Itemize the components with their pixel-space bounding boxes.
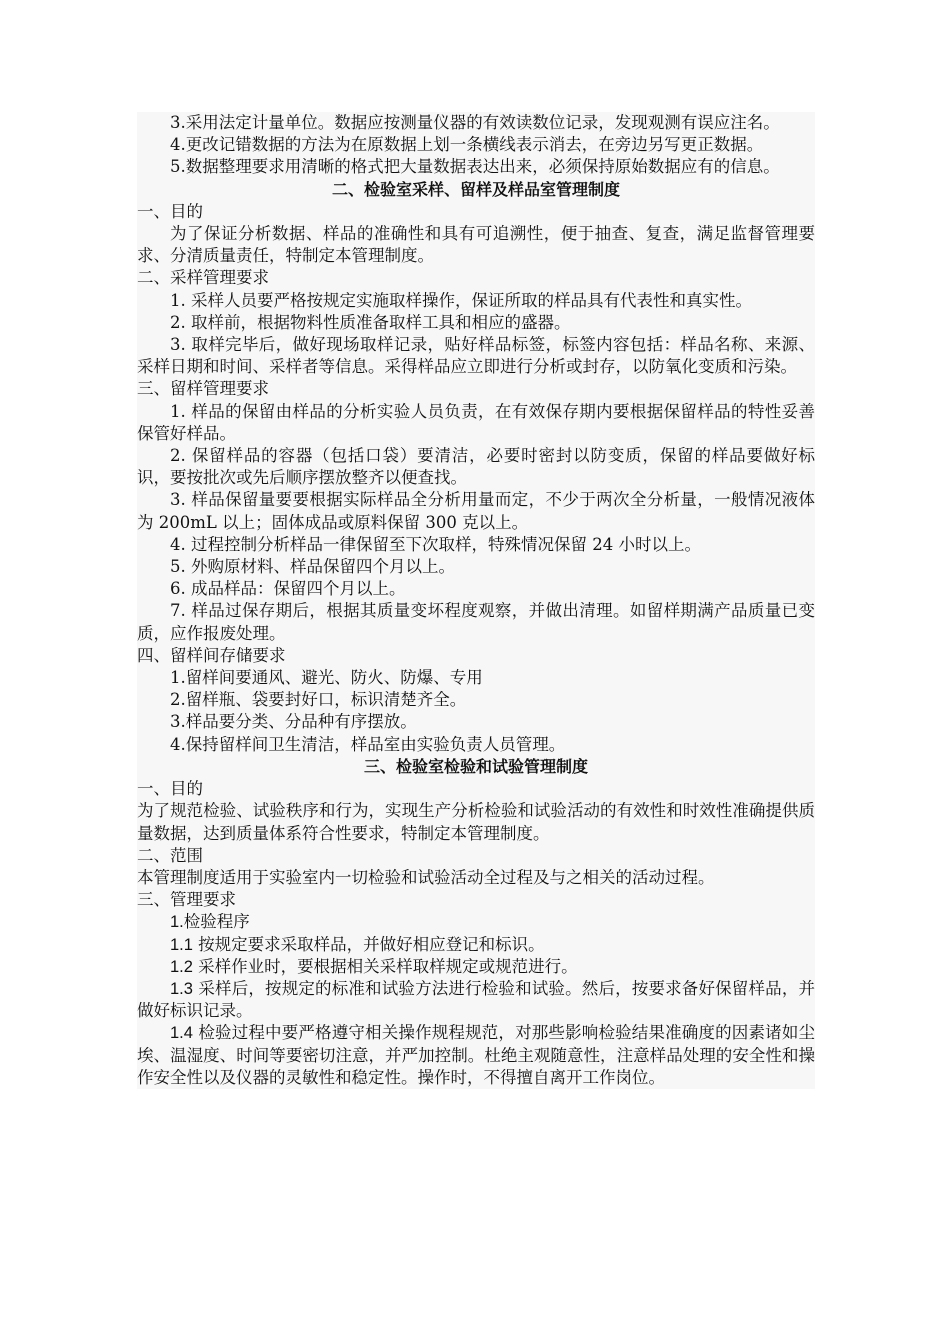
list-item: 4.保持留样间卫生清洁，样品室由实验负责人员管理。 — [170, 734, 566, 754]
subsection-label: 三、管理要求 — [137, 890, 236, 910]
item-text: 检验过程中要严格遵守相关操作规程规范，对那些影响检验结果准确度的因素诸如尘埃、温湿度、时间等要密切注意，并严加控制。杜绝主观随意性，注意样品处理的安全性和操作安全性以及仪器的灵敏性和稳定性。操作时，不得擅自离开工作岗位。 — [137, 1023, 815, 1087]
list-item: 2. 取样前，根据物料性质准备取样工具和相应的盛器。 — [170, 312, 571, 332]
section-title: 二、检验室采样、留样及样品室管理制度 — [331, 179, 620, 199]
procedure-title — [137, 911, 815, 933]
list-item — [137, 978, 815, 1022]
list-item: 1. 样品的保留由样品的分析实验人员负责，在有效保存期内要根据保留样品的特性妥善保管好样品。 — [137, 401, 815, 443]
subsection-label: 二、范围 — [137, 845, 203, 865]
procedure-title-text: 检验程序 — [183, 912, 250, 932]
list-item — [137, 1022, 815, 1089]
list-item: 4. 过程控制分析样品一律保留至下次取样，特殊情况保留 24 小时以上。 — [170, 534, 701, 554]
item-number: 1.1 — [170, 935, 193, 954]
paragraph: 4.更改记错数据的方法为在原数据上划一条横线表示消去，在旁边另写更正数据。 — [170, 135, 764, 155]
list-item: 6. 成品样品：保留四个月以上。 — [170, 579, 406, 599]
paragraph: 5.数据整理要求用清晰的格式把大量数据表达出来，必须保持原始数据应有的信息。 — [170, 157, 780, 177]
paragraph: 3.采用法定计量单位。数据应按测量仪器的有效读数位记录，发现观测有误应注名。 — [170, 113, 780, 132]
paragraph: 为了规范检验、试验秩序和行为，实现生产分析检验和试验活动的有效性和时效性准确提供质量数据，达到质量体系符合性要求，特制定本管理制度。 — [137, 801, 815, 843]
document-page — [137, 112, 815, 1089]
subsection-label: 二、采样管理要求 — [137, 268, 269, 288]
list-item: 7. 样品过保存期后，根据其质量变坏程度观察，并做出清理。如留样期满产品质量已变质，应作报废处理。 — [137, 601, 815, 643]
subsection-label: 一、目的 — [137, 779, 203, 799]
procedure-number: 1. — [170, 913, 184, 932]
paragraph: 本管理制度适用于实验室内一切检验和试验活动全过程及与之相关的活动过程。 — [137, 867, 715, 887]
list-item: 2.留样瓶、袋要封好口，标识清楚齐全。 — [170, 690, 467, 710]
list-item: 3.样品要分类、分品种有序摆放。 — [170, 712, 417, 732]
subsection-label: 一、目的 — [137, 201, 203, 221]
list-item — [137, 934, 815, 956]
item-number: 1.4 — [170, 1024, 193, 1043]
list-item: 1. 采样人员要严格按规定实施取样操作，保证所取的样品具有代表性和真实性。 — [170, 290, 752, 310]
item-number: 1.3 — [170, 979, 193, 998]
list-item: 5. 外购原材料、样品保留四个月以上。 — [170, 557, 455, 577]
item-text: 采样后，按规定的标准和试验方法进行检验和试验。然后，按要求备好保留样品，并做好标识记录。 — [137, 978, 815, 1021]
list-item: 1.留样间要通风、避光、防火、防爆、专用 — [170, 668, 483, 688]
subsection-label: 四、留样间存储要求 — [137, 645, 286, 665]
list-item: 3. 样品保留量要要根据实际样品全分析用量而定，不少于两次全分析量，一般情况液体为 200mL 以上；固体成品或原料保留 300 克以上。 — [137, 490, 815, 532]
item-text: 按规定要求采取样品，并做好相应登记和标识。 — [192, 934, 545, 954]
list-item — [137, 956, 815, 978]
list-item: 3. 取样完毕后，做好现场取样记录，贴好样品标签，标签内容包括：样品名称、来源、采样日期和时间、采样者等信息。采得样品应立即进行分析或封存，以防氧化变质和污染。 — [137, 335, 815, 377]
list-item: 2. 保留样品的容器（包括口袋）要清洁，必要时密封以防变质，保留的样品要做好标识，要按批次或先后顺序摆放整齐以便查找。 — [137, 446, 815, 488]
item-text: 采样作业时，要根据相关采样取样规定或规范进行。 — [192, 956, 578, 976]
item-number: 1.2 — [170, 957, 193, 976]
section-title: 三、检验室检验和试验管理制度 — [363, 756, 588, 776]
subsection-label: 三、留样管理要求 — [137, 379, 269, 399]
paragraph: 为了保证分析数据、样品的准确性和具有可追溯性，便于抽查、复查，满足监督管理要求、分清质量责任，特制定本管理制度。 — [137, 224, 815, 266]
